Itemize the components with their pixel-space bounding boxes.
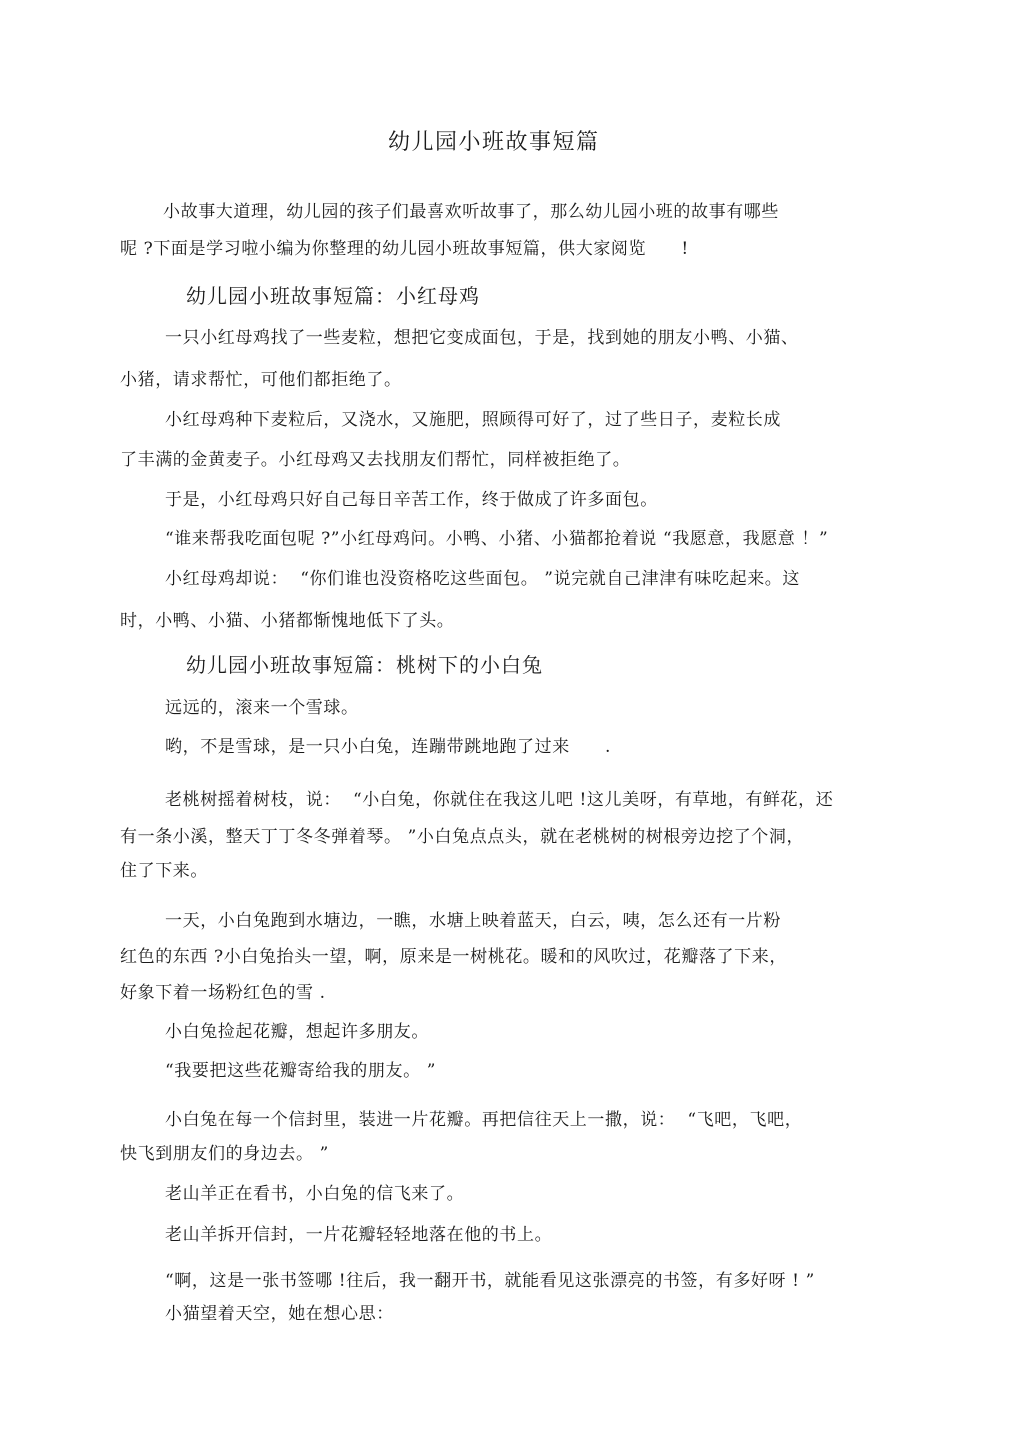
story2-line: 老山羊正在看书，小白兔的信飞来了。 [165, 1184, 465, 1204]
story2-line: 哟，不是雪球，是一只小白兔，连蹦带跳地跑了过来 . [165, 737, 612, 757]
story1-heading: 幼儿园小班故事短篇：小红母鸡 [186, 284, 480, 308]
story2-line: 小白兔捡起花瓣，想起许多朋友。 [165, 1022, 429, 1042]
story2-line: 有一条小溪，整天丁丁冬冬弹着琴。 ”小白兔点点头，就在老桃树的树根旁边挖了个洞， [120, 827, 805, 847]
story1-line: 了丰满的金黄麦子。小红母鸡又去找朋友们帮忙，同样被拒绝了。 [120, 450, 631, 470]
story2-line: 一天，小白兔跑到水塘边，一瞧，水塘上映着蓝天，白云，咦，怎么还有一片粉 [165, 911, 781, 931]
story1-line: 于是，小红母鸡只好自己每日辛苦工作，终于做成了许多面包。 [165, 490, 658, 510]
story1-line: 小猪，请求帮忙，可他们都拒绝了。 [120, 370, 402, 390]
story2-line: 老山羊拆开信封，一片花瓣轻轻地落在他的书上。 [165, 1225, 553, 1245]
story1-line: 小红母鸡种下麦粒后，又浇水，又施肥，照顾得可好了，过了些日子，麦粒长成 [165, 410, 781, 430]
intro-line: 小故事大道理，幼儿园的孩子们最喜欢听故事了，那么幼儿园小班的故事有哪些 [163, 202, 779, 222]
story2-line: 好象下着一场粉红色的雪 . [120, 983, 326, 1003]
story2-line: 老桃树摇着树枝，说： “小白兔，你就住在我这儿吧 !这儿美呀，有草地，有鲜花，还 [165, 790, 834, 810]
story2-line: 红色的东西 ?小白兔抬头一望，啊，原来是一树桃花。暖和的风吹过，花瓣落了下来， [120, 947, 787, 967]
story2-line: 小白兔在每一个信封里，装进一片花瓣。再把信往天上一撒，说： “飞吧，飞吧， [165, 1110, 803, 1130]
story2-line: 远远的，滚来一个雪球。 [165, 698, 359, 718]
story1-line: “谁来帮我吃面包呢 ?”小红母鸡问。小鸭、小猪、小猫都抢着说 “我愿意，我愿意 ！” [165, 529, 829, 549]
document-title: 幼儿园小班故事短篇 [388, 130, 600, 155]
story2-line: “啊，这是一张书签哪 !往后，我一翻开书，就能看见这张漂亮的书签，有多好呀 ! ” [165, 1271, 815, 1291]
story2-line: 快飞到朋友们的身边去。 ” [120, 1144, 329, 1164]
story1-line: 小红母鸡却说： “你们谁也没资格吃这些面包。 ”说完就自己津津有味吃起来。这 [165, 569, 800, 589]
story1-line: 一只小红母鸡找了一些麦粒，想把它变成面包，于是，找到她的朋友小鸭、小猫、 [165, 328, 799, 348]
story2-line: 住了下来。 [120, 861, 208, 881]
story2-heading: 幼儿园小班故事短篇：桃树下的小白兔 [186, 653, 543, 677]
story1-line: 时，小鸭、小猫、小猪都惭愧地低下了头。 [120, 611, 455, 631]
story2-line: 小猫望着天空，她在想心思： [165, 1304, 394, 1324]
story2-line: “我要把这些花瓣寄给我的朋友。 ” [165, 1061, 436, 1081]
intro-line: 呢 ?下面是学习啦小编为你整理的幼儿园小班故事短篇，供大家阅览 ! [120, 239, 689, 259]
